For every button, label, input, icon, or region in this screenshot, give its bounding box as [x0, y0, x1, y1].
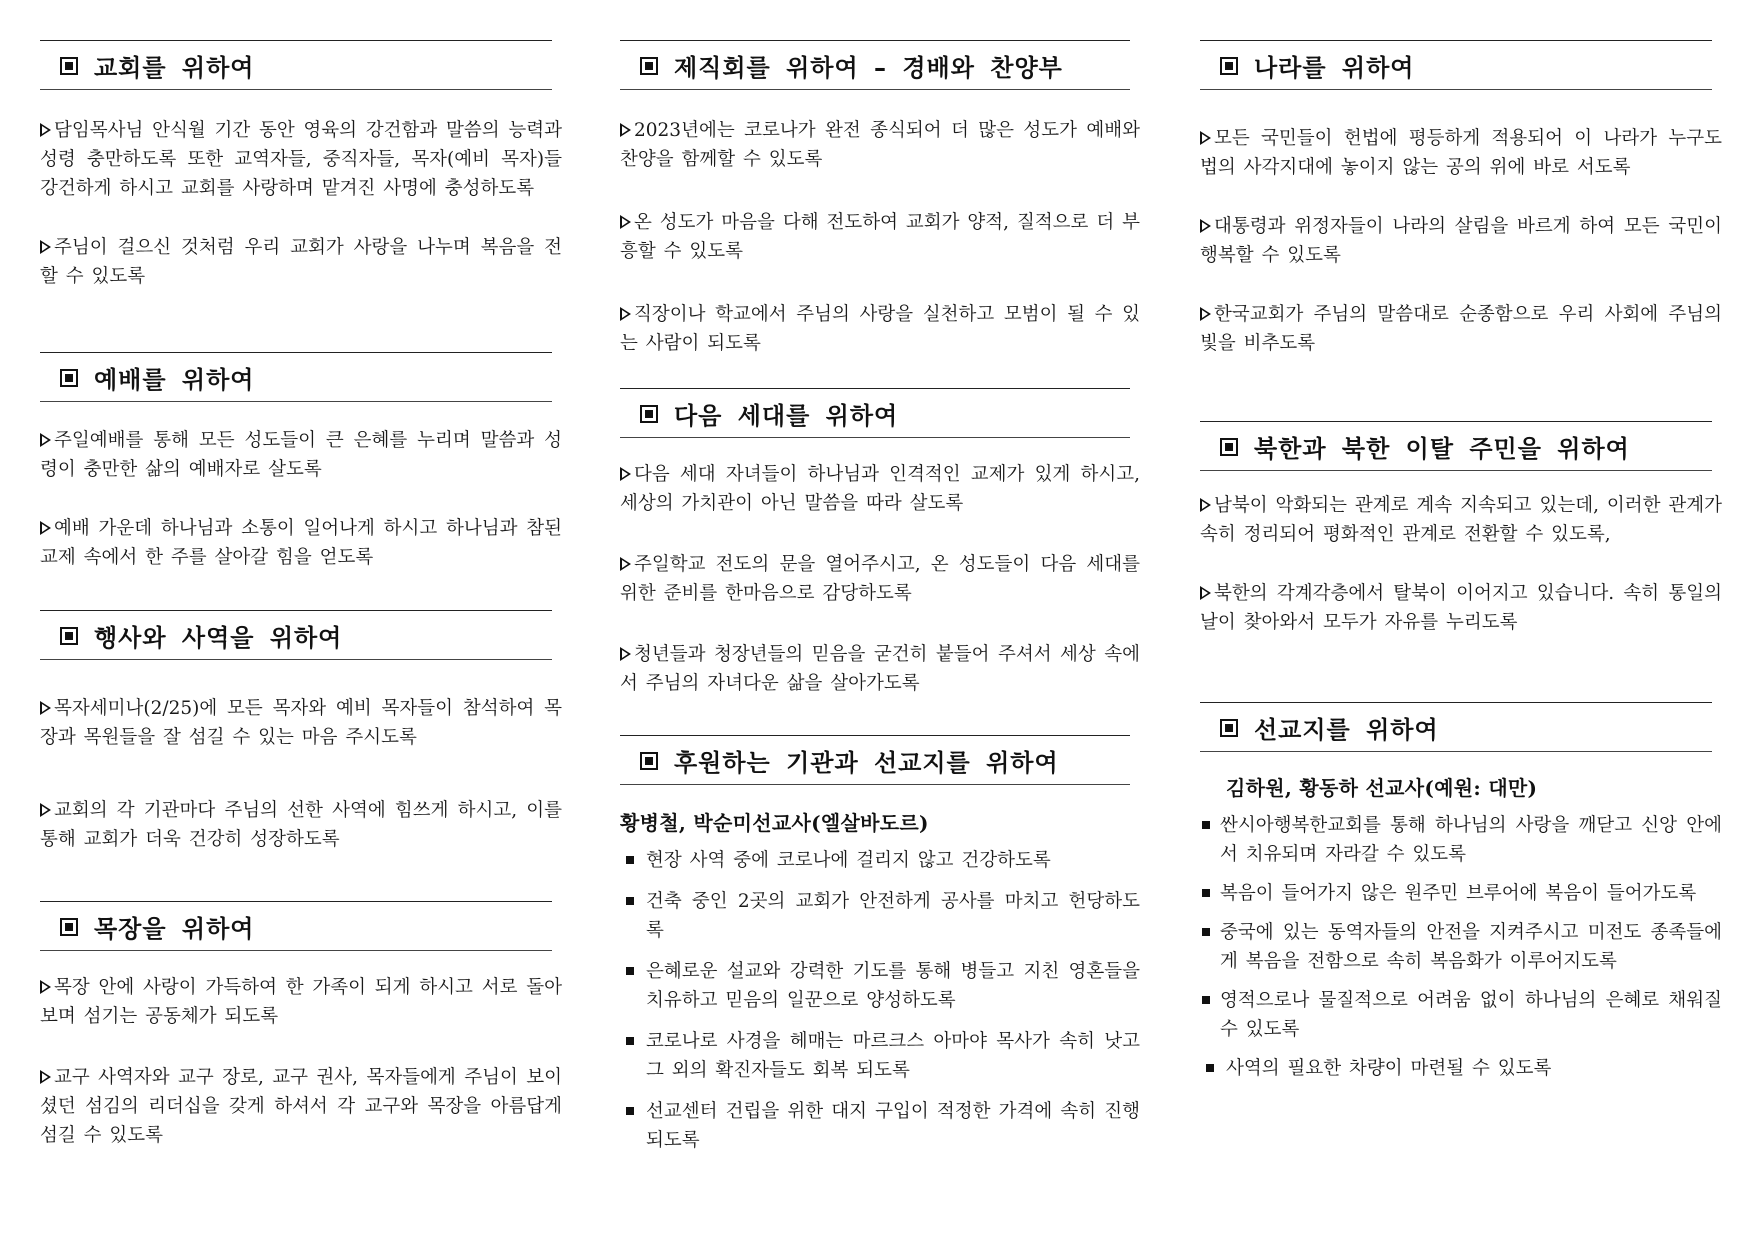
section-heading — [40, 610, 552, 660]
prayer-item: 주일학교 전도의 문을 열어주시고, 온 성도들이 다음 세대를 위한 준비를 한마음으로 감당하도록 — [620, 554, 1140, 604]
section-deacons-worship — [620, 40, 1140, 358]
black-square-icon — [626, 897, 634, 905]
mission-bullet-item: 은혜로운 설교와 강력한 기도를 통해 병들고 지친 영혼들을 치유하고 믿음의 일꾼으로 양성하도록 — [620, 957, 1140, 1015]
prayer-item: 주일예배를 통해 모든 성도들이 큰 은혜를 누리며 말씀과 성령이 충만한 삶의 예배자로 살도록 — [40, 430, 562, 480]
prayer-item: 주님이 걸으신 것처럼 우리 교회가 사랑을 나누며 복음을 전할 수 있도록 — [40, 237, 562, 287]
prayer-item: 교구 사역자와 교구 장로, 교구 권사, 목자들에게 주님이 보이셨던 섬김의 리더십을 갖게 하셔서 각 교구와 목장을 아름답게 섬길 수 있도록 — [40, 1067, 562, 1146]
triangle-right-icon — [620, 215, 631, 229]
triangle-right-icon — [40, 980, 51, 994]
triangle-right-icon — [40, 1070, 51, 1084]
section-heading — [1200, 702, 1712, 752]
prayer-item: 청년들과 청장년들의 믿음을 굳건히 붙들어 주셔서 세상 속에서 주님의 자녀다운 삶을 살아가도록 — [620, 644, 1140, 694]
triangle-right-icon — [1200, 307, 1211, 321]
missionary-name: 김하원, 황동하 선교사(예원: 대만) — [1226, 776, 1538, 800]
mission-bullet-item: 영적으로나 물질적으로 어려움 없이 하나님의 은혜로 채워질 수 있도록 — [1200, 986, 1722, 1044]
section-title: 예배를 위하여 — [94, 365, 255, 394]
mission-bullet-item: 복음이 들어가지 않은 원주민 브루어에 복음이 들어가도록 — [1200, 879, 1722, 908]
square-in-square-icon — [640, 57, 658, 75]
section-cell-group — [40, 901, 562, 1150]
mission-bullet-item: 코로나로 사경을 헤매는 마르크스 아마야 목사가 속히 낫고 그 외의 확진자들도 회복 되도록 — [620, 1027, 1140, 1085]
black-square-icon — [626, 1107, 634, 1115]
triangle-right-icon — [40, 240, 51, 254]
mission-bullet-item: 사역의 필요한 차량이 마련될 수 있도록 — [1200, 1054, 1722, 1083]
square-in-square-icon — [60, 918, 78, 936]
square-in-square-icon — [640, 752, 658, 770]
prayer-item: 목자세미나(2/25)에 모든 목자와 예비 목자들이 참석하여 목장과 목원들을 잘 섬길 수 있는 마음 주시도록 — [40, 698, 562, 748]
triangle-right-icon — [40, 701, 51, 715]
black-square-icon — [1206, 1064, 1214, 1072]
triangle-right-icon — [1200, 498, 1211, 512]
section-title: 북한과 북한 이탈 주민을 위하여 — [1254, 434, 1630, 463]
triangle-right-icon — [40, 433, 51, 447]
prayer-item: 대통령과 위정자들이 나라의 살림을 바르게 하여 모든 국민이 행복할 수 있도록 — [1200, 216, 1722, 266]
square-in-square-icon — [60, 369, 78, 387]
section-worship — [40, 352, 562, 572]
triangle-right-icon — [1200, 586, 1211, 600]
section-title: 행사와 사역을 위하여 — [94, 623, 343, 652]
section-heading — [40, 40, 552, 90]
black-square-icon — [1202, 996, 1210, 1004]
square-in-square-icon — [60, 627, 78, 645]
prayer-item: 남북이 악화되는 관계로 계속 지속되고 있는데, 이러한 관계가 속히 정리되어 평화적인 관계로 전환할 수 있도록, — [1200, 495, 1722, 545]
prayer-item: 모든 국민들이 헌법에 평등하게 적용되어 이 나라가 누구도 법의 사각지대에 놓이지 않는 공의 위에 바로 서도록 — [1200, 128, 1722, 178]
triangle-right-icon — [620, 467, 631, 481]
mission-bullet-item: 선교센터 건립을 위한 대지 구입이 적정한 가격에 속히 진행되도록 — [620, 1097, 1140, 1155]
black-square-icon — [626, 1037, 634, 1045]
square-in-square-icon — [640, 405, 658, 423]
section-title: 선교지를 위하여 — [1254, 715, 1439, 744]
prayer-item: 담임목사님 안식월 기간 동안 영육의 강건함과 말씀의 능력과 성령 충만하도록 또한 교역자들, 중직자들, 목자(예비 목자)들 강건하게 하시고 교회를 사랑하며 맡겨진 사명에 충성하도록 — [40, 120, 562, 199]
section-title: 교회를 위하여 — [94, 53, 255, 82]
mission-bullet-item: 현장 사역 중에 코로나에 걸리지 않고 건강하도록 — [620, 846, 1140, 875]
triangle-right-icon — [40, 803, 51, 817]
section-heading — [1200, 421, 1712, 471]
section-heading — [40, 352, 552, 402]
triangle-right-icon — [620, 557, 631, 571]
square-in-square-icon — [60, 57, 78, 75]
section-title: 후원하는 기관과 선교지를 위하여 — [674, 748, 1059, 777]
prayer-item: 2023년에는 코로나가 완전 종식되어 더 많은 성도가 예배와 찬양을 함께할 수 있도록 — [620, 120, 1140, 170]
prayer-item: 한국교회가 주님의 말씀대로 순종함으로 우리 사회에 주님의 빛을 비추도록 — [1200, 304, 1722, 354]
black-square-icon — [1202, 928, 1210, 936]
triangle-right-icon — [40, 123, 51, 137]
prayer-item: 목장 안에 사랑이 가득하여 한 가족이 되게 하시고 서로 돌아보며 섬기는 공동체가 되도록 — [40, 977, 562, 1027]
black-square-icon — [1202, 889, 1210, 897]
prayer-item: 예배 가운데 하나님과 소통이 일어나게 하시고 하나님과 참된 교제 속에서 한 주를 살아갈 힘을 얻도록 — [40, 518, 562, 568]
square-in-square-icon — [1220, 719, 1238, 737]
prayer-item: 다음 세대 자녀들이 하나님과 인격적인 교제가 있게 하시고, 세상의 가치관이 아닌 말씀을 따라 살도록 — [620, 464, 1140, 514]
section-title: 목장을 위하여 — [94, 914, 255, 943]
section-church — [40, 40, 562, 291]
section-events-ministry — [40, 610, 562, 854]
triangle-right-icon — [620, 123, 631, 137]
section-mission-field — [1200, 702, 1722, 1083]
section-title: 제직회를 위하여 – 경배와 찬양부 — [674, 53, 1063, 82]
square-in-square-icon — [1220, 57, 1238, 75]
triangle-right-icon — [620, 307, 631, 321]
prayer-item: 온 성도가 마음을 다해 전도하여 교회가 양적, 질적으로 더 부흥할 수 있도록 — [620, 212, 1140, 262]
section-title: 나라를 위하여 — [1254, 53, 1415, 82]
prayer-item: 직장이나 학교에서 주님의 사랑을 실천하고 모범이 될 수 있는 사람이 되도록 — [620, 304, 1140, 354]
mission-bullet-item: 싼시아행복한교회를 통해 하나님의 사랑을 깨닫고 신앙 안에서 치유되며 자라갈 수 있도록 — [1200, 811, 1722, 869]
section-heading — [1200, 40, 1712, 90]
prayer-item: 교회의 각 기관마다 주님의 선한 사역에 힘쓰게 하시고, 이를 통해 교회가 더욱 건강히 성장하도록 — [40, 800, 562, 850]
section-heading — [620, 388, 1130, 438]
black-square-icon — [626, 856, 634, 864]
black-square-icon — [626, 967, 634, 975]
section-heading — [620, 735, 1130, 785]
section-nation — [1200, 40, 1722, 358]
section-heading — [40, 901, 552, 951]
mission-bullet-item: 중국에 있는 동역자들의 안전을 지켜주시고 미전도 종족들에게 복음을 전함으로 속히 복음화가 이루어지도록 — [1200, 918, 1722, 976]
triangle-right-icon — [1200, 131, 1211, 145]
triangle-right-icon — [620, 647, 631, 661]
mission-bullet-item: 건축 중인 2곳의 교회가 안전하게 공사를 마치고 헌당하도록 — [620, 887, 1140, 945]
section-supported-missions — [620, 735, 1140, 1155]
triangle-right-icon — [1200, 219, 1211, 233]
triangle-right-icon — [40, 521, 51, 535]
section-next-generation — [620, 388, 1140, 698]
section-heading — [620, 40, 1130, 90]
section-title: 다음 세대를 위하여 — [674, 401, 899, 430]
missionary-name: 황병철, 박순미선교사(엘살바도르) — [620, 811, 929, 835]
section-north-korea — [1200, 421, 1722, 637]
square-in-square-icon — [1220, 438, 1238, 456]
prayer-item: 북한의 각계각층에서 탈북이 이어지고 있습니다. 속히 통일의 날이 찾아와서 모두가 자유를 누리도록 — [1200, 583, 1722, 633]
black-square-icon — [1202, 821, 1210, 829]
